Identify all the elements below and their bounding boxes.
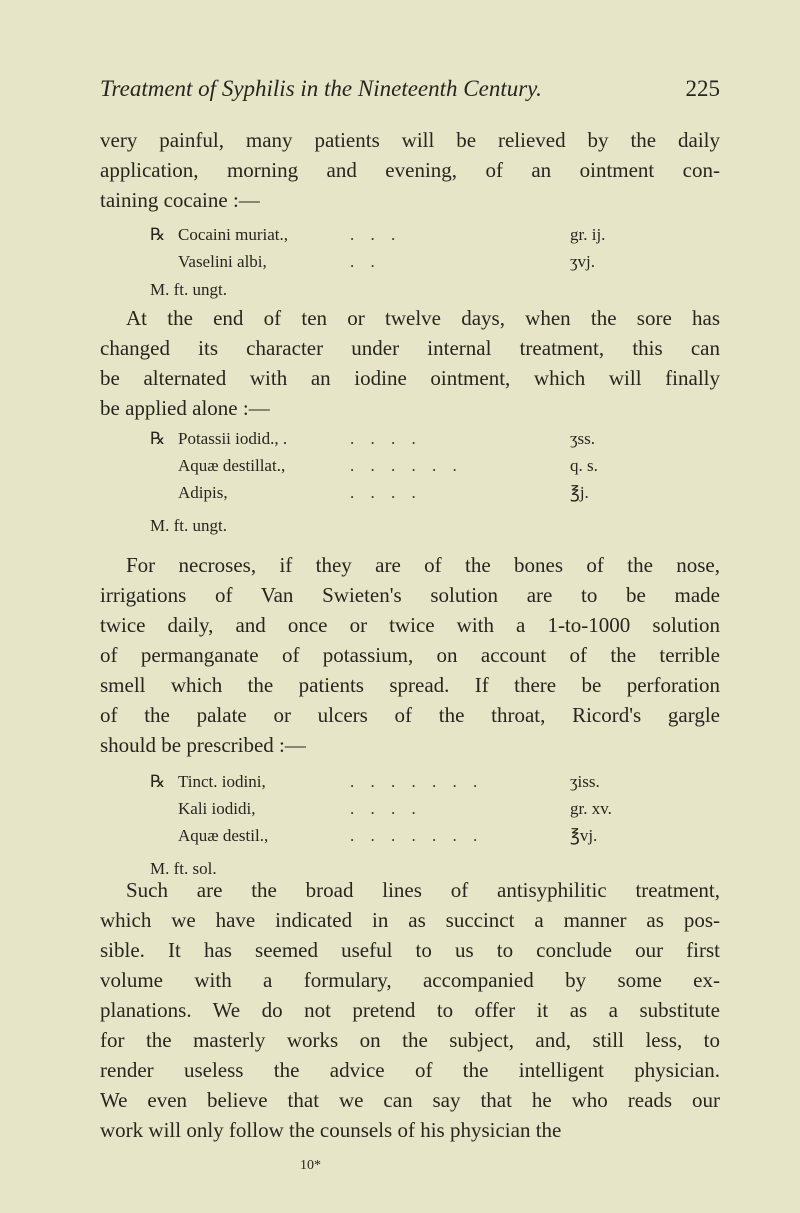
prescription-row — [150, 795, 630, 822]
ingredient-amount: q. s. — [570, 456, 598, 475]
dot-leader: . . . . — [350, 483, 422, 502]
text-line: changed its character under internal treatment, this can — [100, 336, 720, 360]
recipe-symbol: ℞ — [150, 225, 166, 244]
dot-leader: . . — [350, 252, 381, 271]
text-line: render useless the advice of the intelligent physician. — [100, 1058, 720, 1082]
paragraph — [100, 125, 720, 215]
text-line: very painful, many patients will be relieved by the daily — [100, 128, 720, 152]
prescription — [150, 425, 630, 506]
text-line: volume with a formulary, accompanied by some ex- — [100, 968, 720, 992]
paragraph — [100, 550, 720, 760]
ingredient-name: Tinct. iodini, — [178, 772, 266, 791]
text-line: be alternated with an iodine ointment, which will finally — [100, 366, 720, 390]
prescription — [150, 768, 630, 849]
ingredient-amount: ℥j. — [570, 483, 589, 502]
text-line: for the masterly works on the subject, and, still less, to — [100, 1028, 720, 1052]
prescription-row — [150, 221, 630, 248]
text-line: Such are the broad lines of antisyphilitic treatment, — [126, 878, 720, 902]
ingredient-name: Potassii iodid., . — [178, 429, 288, 448]
text-line: twice daily, and once or twice with a 1-to-1000 solution — [100, 613, 720, 637]
prescription-row — [150, 248, 630, 275]
prescription-directions: M. ft. ungt. — [150, 280, 227, 299]
prescription-row — [150, 822, 630, 849]
dot-leader: . . . . — [350, 799, 422, 818]
prescription-row — [150, 425, 630, 452]
ingredient-name: Aquæ destil., — [178, 826, 269, 845]
running-header — [100, 76, 720, 106]
text-line: work will only follow the counsels of his physician the — [100, 1118, 562, 1142]
ingredient-amount: ʒiss. — [570, 772, 600, 791]
text-line: At the end of ten or twelve days, when the sore has — [126, 306, 720, 330]
dot-leader: . . . — [350, 225, 402, 244]
text-line: irrigations of Van Swieten's solution are to be made — [100, 583, 720, 607]
prescription — [150, 221, 630, 275]
text-line: which we have indicated in as succinct a manner as pos- — [100, 908, 720, 932]
text-line: be applied alone :— — [100, 396, 270, 420]
ingredient-name: Vaselini albi, — [178, 252, 267, 271]
recipe-symbol: ℞ — [150, 429, 166, 448]
dot-leader: . . . . . . . — [350, 826, 484, 845]
paragraph — [100, 875, 720, 1145]
text-line: of permanganate of potassium, on account of the terrible — [100, 643, 720, 667]
text-line: planations. We do not pretend to offer it as a substitute — [100, 998, 720, 1022]
paragraph — [100, 303, 720, 423]
ingredient-amount: gr. xv. — [570, 799, 612, 818]
text-line: of the palate or ulcers of the throat, Ricord's gargle — [100, 703, 720, 727]
dot-leader: . . . . — [350, 429, 422, 448]
recipe-symbol: ℞ — [150, 772, 166, 791]
text-line: smell which the patients spread. If there be perforation — [100, 673, 720, 697]
text-line: For necroses, if they are of the bones of the nose, — [126, 553, 720, 577]
ingredient-name: Cocaini muriat., — [178, 225, 289, 244]
signature-mark: 10* — [300, 1158, 321, 1173]
page-number: 225 — [685, 76, 720, 101]
ingredient-amount: ℥vj. — [570, 826, 598, 845]
dot-leader: . . . . . . . — [350, 772, 484, 791]
text-line: should be prescribed :— — [100, 733, 306, 757]
dot-leader: . . . . . . — [350, 456, 463, 475]
text-line: taining cocaine :— — [100, 188, 260, 212]
prescription-row — [150, 479, 630, 506]
ingredient-name: Kali iodidi, — [178, 799, 256, 818]
prescription-row — [150, 768, 630, 795]
text-line: sible. It has seemed useful to us to conclude our first — [100, 938, 720, 962]
text-line: We even believe that we can say that he who reads our — [100, 1088, 720, 1112]
ingredient-name: Adipis, — [178, 483, 228, 502]
ingredient-name: Aquæ destillat., — [178, 456, 286, 475]
prescription-row — [150, 452, 630, 479]
ingredient-amount: ʒvj. — [570, 252, 596, 271]
running-title: Treatment of Syphilis in the Nineteenth Century. — [100, 76, 542, 101]
ingredient-amount: gr. ij. — [570, 225, 606, 244]
prescription-directions: M. ft. sol. — [150, 859, 217, 878]
prescription-directions: M. ft. ungt. — [150, 516, 227, 535]
text-line: application, morning and evening, of an ointment con- — [100, 158, 720, 182]
ingredient-amount: ʒss. — [570, 429, 596, 448]
